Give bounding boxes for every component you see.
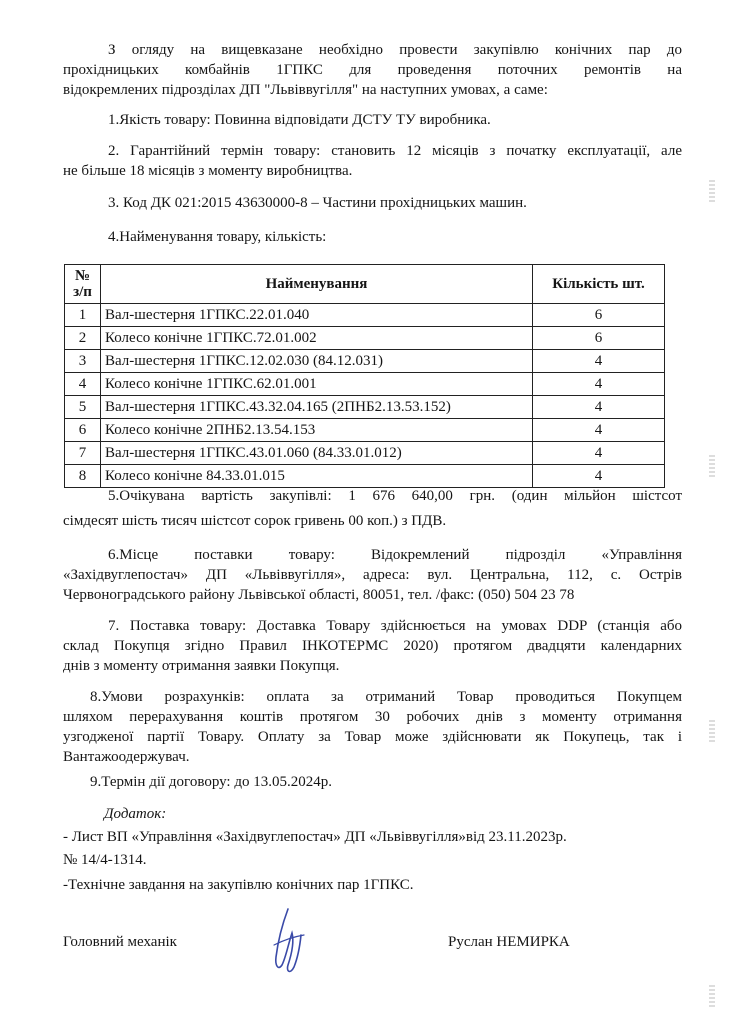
row-name: Вал-шестерня 1ГПКС.22.01.040 <box>101 304 533 327</box>
table-header-row <box>65 265 665 304</box>
item-8-line-4: Вантажоодержувач. <box>63 749 190 765</box>
item-9: 9.Термін дії договору: до 13.05.2024р. <box>90 774 332 790</box>
item-6-line-3: Червоноградського району Львівської області, 80051, тел. /факс: (050) 504 23 78 <box>63 587 575 603</box>
row-name: Колесо конічне 1ГПКС.72.01.002 <box>101 327 533 350</box>
item-2-line-1: 2. Гарантійний термін товару: становить 12 місяців з початку експлуатації, але <box>108 143 682 159</box>
signature-position: Головний механік <box>63 934 177 950</box>
item-1: 1.Якість товару: Повинна відповідати ДСТУ ТУ виробника. <box>108 112 491 128</box>
row-qty: 4 <box>533 419 665 442</box>
row-num: 4 <box>65 373 101 396</box>
item-7-line-2: склад Покупця згідно Правил ІНКОТЕРМС 2020) протягом двадцяти календарних <box>63 638 682 654</box>
intro-line-2: прохідницьких комбайнів 1ГПКС для проведення поточних ремонтів на <box>63 62 682 78</box>
row-num: 5 <box>65 396 101 419</box>
item-4: 4.Найменування товару, кількість: <box>108 229 327 245</box>
item-7-line-3: днів з моменту отримання заявки Покупця. <box>63 658 340 674</box>
row-num: 8 <box>65 465 101 488</box>
header-name: Найменування <box>101 265 533 304</box>
table-row <box>65 465 665 488</box>
intro-line-1: З огляду на вищевказане необхідно провести закупівлю конічних пар до <box>108 42 682 58</box>
table-row <box>65 350 665 373</box>
intro-line-3: відокремлених підрозділах ДП "Львіввугілля" на наступних умовах, а саме: <box>63 82 548 98</box>
item-8-line-1: 8.Умови розрахунків: оплата за отриманий Товар проводиться Покупцем <box>90 689 682 705</box>
handwritten-signature <box>268 905 308 977</box>
appendix-label: Додаток: <box>104 806 167 822</box>
scan-edge-mark <box>709 985 715 1007</box>
item-6-line-2: «Західвуглепостач» ДП «Львіввугілля», адреса: вул. Центральна, 112, с. Острів <box>63 567 682 583</box>
row-qty: 4 <box>533 465 665 488</box>
item-5-line-1: 5.Очікувана вартість закупівлі: 1 676 640,00 грн. (один мільйон шістсот <box>108 488 682 504</box>
item-8-line-3: узгодженої партії Товару. Оплату за Товар може здійснювати як Покупець, так і <box>63 729 682 745</box>
header-num: № з/п <box>65 265 101 304</box>
appendix-line-1: - Лист ВП «Управління «Західвуглепостач» ДП «Львіввугілля»від 23.11.2023р. <box>63 829 567 845</box>
appendix-line-3: -Технічне завдання на закупівлю конічних пар 1ГПКС. <box>63 877 414 893</box>
scan-edge-mark <box>709 720 715 742</box>
row-qty: 4 <box>533 396 665 419</box>
row-qty: 6 <box>533 304 665 327</box>
signature-name: Руслан НЕМИРКА <box>448 934 570 950</box>
row-name: Вал-шестерня 1ГПКС.43.01.060 (84.33.01.012) <box>101 442 533 465</box>
row-qty: 4 <box>533 350 665 373</box>
item-3: 3. Код ДК 021:2015 43630000-8 – Частини прохідницьких машин. <box>108 195 527 211</box>
header-qty: Кількість шт. <box>533 265 665 304</box>
table-row <box>65 373 665 396</box>
item-5-line-2: сімдесят шість тисяч шістсот сорок гривень 00 коп.) з ПДВ. <box>63 513 447 529</box>
scan-edge-mark <box>709 455 715 477</box>
row-num: 2 <box>65 327 101 350</box>
row-num: 6 <box>65 419 101 442</box>
goods-table <box>64 264 665 488</box>
table-row <box>65 419 665 442</box>
table-row <box>65 304 665 327</box>
row-num: 3 <box>65 350 101 373</box>
row-name: Вал-шестерня 1ГПКС.12.02.030 (84.12.031) <box>101 350 533 373</box>
scan-edge-mark <box>709 180 715 202</box>
row-qty: 6 <box>533 327 665 350</box>
item-2-line-2: не більше 18 місяців з моменту виробництва. <box>63 163 353 179</box>
row-name: Колесо конічне 84.33.01.015 <box>101 465 533 488</box>
row-name: Вал-шестерня 1ГПКС.43.32.04.165 (2ПНБ2.13.53.152) <box>101 396 533 419</box>
item-7-line-1: 7. Поставка товару: Доставка Товару здійснюється на умовах DDP (станція або <box>108 618 682 634</box>
row-qty: 4 <box>533 373 665 396</box>
row-name: Колесо конічне 2ПНБ2.13.54.153 <box>101 419 533 442</box>
row-num: 1 <box>65 304 101 327</box>
table-row <box>65 442 665 465</box>
row-name: Колесо конічне 1ГПКС.62.01.001 <box>101 373 533 396</box>
table-row <box>65 396 665 419</box>
item-8-line-2: шляхом перерахування коштів протягом 30 робочих днів з моменту отримання <box>63 709 682 725</box>
row-num: 7 <box>65 442 101 465</box>
item-6-line-1: 6.Місце поставки товару: Відокремлений підрозділ «Управління <box>108 547 682 563</box>
row-qty: 4 <box>533 442 665 465</box>
appendix-line-2: № 14/4-1314. <box>63 852 147 868</box>
table-row <box>65 327 665 350</box>
